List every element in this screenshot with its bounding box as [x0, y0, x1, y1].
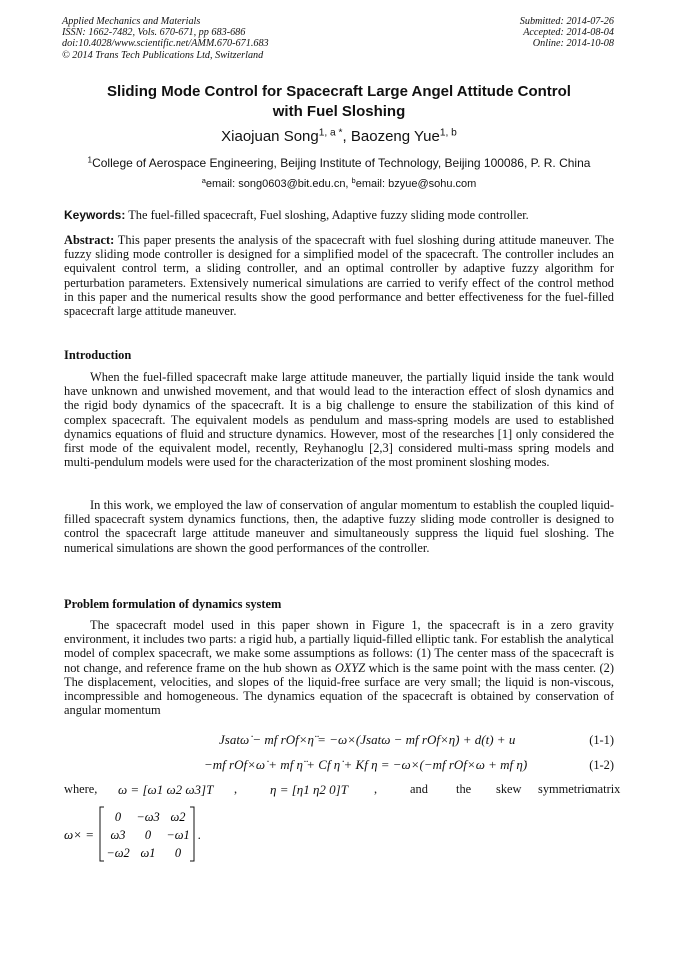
- intro-paragraph-2: In this work, we employed the law of conservation of angular momentum to establish the coupled liquid-filled spacecraft system dynamics functions, then, the adaptive fuzzy sliding mode controller is designed to control the spacecraft large attitude maneuver and simultaneously suppress the liquid fuel sloshing. The numerical simulations are shown the good performances of the controller.: [64, 498, 614, 555]
- section-heading-problem-formulation: Problem formulation of dynamics system: [64, 597, 282, 611]
- matrix-end-period: .: [198, 828, 202, 842]
- author-2-marks: 1, b: [439, 127, 457, 139]
- matrix-cell-1-1: 0: [114, 810, 122, 824]
- title-line-2: with Fuel Sloshing: [272, 103, 406, 120]
- reference-frame: OXYZ: [334, 660, 366, 675]
- online-date: Online: 2014-10-08: [532, 38, 614, 50]
- affiliation-mark: 1: [87, 155, 93, 165]
- where-symmetric: symmetric: [538, 782, 591, 796]
- email-b-mark: b: [351, 175, 356, 185]
- equation-1-2: [64, 757, 614, 777]
- journal-header: [62, 16, 269, 61]
- matrix-cell-3-3: 0: [174, 846, 182, 860]
- skew-symmetric-matrix: [64, 803, 234, 869]
- abstract-text: This paper presents the analysis of the spacecraft with fuel sloshing during attitude maneuver. The fuzzy sliding mode controller is designed for a simplified model of the spacecraft. The controller includes an equivalent control term, a sliding controller, and an optimal controller by adaptive fuzzy algorithm for perturbation parameters. Extensively numerical simulations are carried to verify effect of the control method in this paper and the numerical results show the good performance and better effectiveness for the fuel-filled spacecraft large attitude maneuver.: [64, 233, 614, 319]
- author-1: Xiaojuan Song: [221, 128, 319, 145]
- where-label: where,: [64, 782, 98, 796]
- abstract-label: Abstract:: [64, 233, 115, 247]
- where-comma-1: ,: [234, 782, 238, 796]
- journal-issn: ISSN: 1662-7482, Vols. 670-671, pp 683-686: [62, 27, 246, 39]
- author-separator: ,: [342, 128, 351, 145]
- author-emails: [40, 177, 638, 192]
- matrix-cell-2-2: 0: [144, 828, 152, 842]
- where-comma-2: ,: [374, 782, 378, 796]
- equation-1-1-number: (1-1): [589, 733, 614, 747]
- where-clause: [64, 782, 621, 804]
- skew-matrix-svg: [64, 803, 234, 865]
- where-matrix: matrix: [588, 782, 621, 796]
- author-2: Baozeng Yue: [350, 128, 440, 145]
- problem-paragraph-1: [64, 618, 614, 717]
- author-1-marks: 1, a *: [318, 127, 343, 139]
- submitted-date: Submitted: 2014-07-26: [519, 16, 614, 27]
- accepted-date: Accepted: 2014-08-04: [523, 27, 614, 39]
- eta-definition: η = [η1 η2 0]T: [270, 782, 348, 797]
- problem-text-start: The spacecraft model used in this paper shown in Figure 1, the spacecraft is in a zero gravity environment, it includes two parts: a rigid hub, a partially liquid-filled elliptic tank. For establish the analytical model of complex spacecraft, we make some assumptions as follows: (1) The center mass of the spacecraft is not change, and reference frame on the hub shown as: [64, 618, 614, 675]
- equation-1-2-number: (1-2): [589, 758, 614, 772]
- matrix-cell-3-2: ω1: [140, 846, 156, 860]
- equation-1-1: [64, 732, 614, 752]
- submission-dates: [520, 16, 614, 50]
- matrix-cell-1-2: −ω3: [136, 810, 160, 824]
- problem-text-end: which is the same point with the mass center. (2) The displacement, velocities, and slopes of the liquid-free surface are very small; the liquid is non-viscous, incompressible and homogeneous. The dynamics equation of the spacecraft is obtained by conservation of angular momentum: [64, 660, 614, 718]
- keywords-text: The fuel-filled spacecraft, Fuel sloshing, Adaptive fuzzy sliding mode controller.: [125, 208, 529, 222]
- journal-doi[interactable]: doi:10.4028/www.scientific.net/AMM.670-671.683: [62, 38, 269, 50]
- journal-name: Applied Mechanics and Materials: [62, 16, 201, 27]
- email-a[interactable]: email: song0603@bit.edu.cn,: [205, 178, 352, 190]
- title-line-1: Sliding Mode Control for Spacecraft Large Angel Attitude Control: [107, 83, 571, 100]
- section-heading-introduction: Introduction: [64, 348, 132, 362]
- email-a-mark: a: [201, 175, 206, 185]
- matrix-cell-2-1: ω3: [110, 828, 126, 842]
- keywords-label: Keywords:: [64, 208, 126, 222]
- where-and: and: [410, 782, 428, 796]
- intro-paragraph-1: When the fuel-filled spacecraft make large attitude maneuver, the partially liquid inside the tank would have unknown and unwished movement, and that would lead to the interaction effect of slosh dynamics and the rigid body dynamics of the spacecraft. It is a big challenge to ensure the stabilization of this kind of complex spacecraft. The equivalent models as pendulum and mass-spring models are used to established dynamics equations of fluid and structure dynamics. However, most of the researches [1] only considered the first mode of the equivalent model, recently, Reyhanoglu [2,3] considered multi-mass spring models and multi-pendulum models were used for the characterization of the most prominent sloshing modes.: [64, 370, 614, 470]
- where-the: the: [456, 782, 472, 796]
- journal-copyright: © 2014 Trans Tech Publications Ltd, Switzerland: [62, 49, 264, 61]
- abstract: [64, 233, 614, 318]
- equation-1-1-expression: Jsatω̇ − mf rOf×η̈ = −ω×(Jsatω − mf rOf×η̇) + d(t) + u: [219, 732, 516, 747]
- affiliation: [40, 155, 638, 171]
- matrix-left-bracket: [100, 807, 104, 861]
- equation-1-2-expression: −mf rOf×ω̇ + mf η̈ + Cf η̇ + Kf η = −ω×(−mf rOf×ω + mf η̇): [204, 757, 528, 772]
- skew-matrix-lhs: ω× =: [64, 827, 94, 842]
- matrix-cell-1-3: ω2: [170, 810, 186, 824]
- keywords: [64, 208, 614, 222]
- matrix-cell-2-3: −ω1: [166, 828, 190, 842]
- omega-definition: ω = [ω1 ω2 ω3]T: [118, 782, 214, 797]
- paper-title: [40, 82, 638, 122]
- where-skew: skew: [496, 782, 522, 796]
- affiliation-text: College of Aerospace Engineering, Beijing Institute of Technology, Beijing 100086, P. R. China: [92, 156, 591, 170]
- author-list: [40, 128, 638, 146]
- email-b[interactable]: email: bzyue@sohu.com: [355, 178, 477, 190]
- matrix-right-bracket: [190, 807, 194, 861]
- matrix-cell-3-1: −ω2: [106, 846, 130, 860]
